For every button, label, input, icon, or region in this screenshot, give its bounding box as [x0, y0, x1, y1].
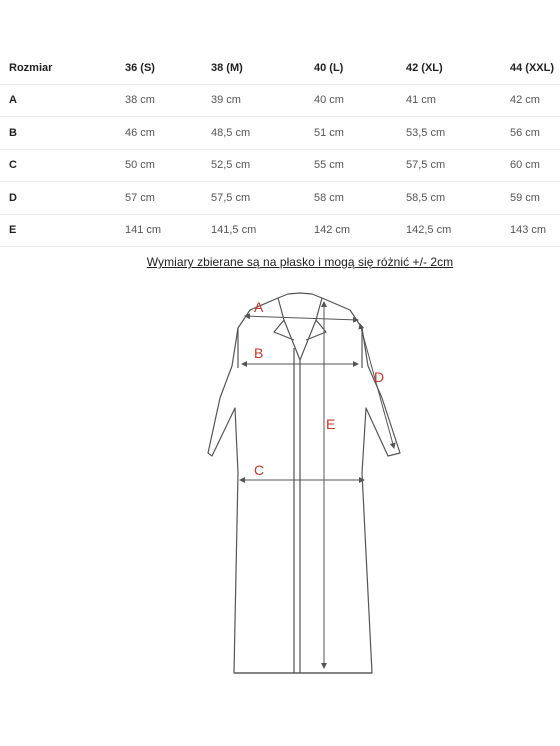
- dress-collar: [278, 293, 322, 360]
- row-label: B: [0, 117, 125, 150]
- row-label: C: [0, 149, 125, 182]
- header-36: 36 (S): [125, 52, 211, 84]
- table-cell: 58 cm: [314, 182, 406, 215]
- header-40: 40 (L): [314, 52, 406, 84]
- table-row: [0, 149, 560, 182]
- header-44: 44 (XXL): [510, 52, 560, 84]
- table-row: [0, 84, 560, 117]
- table-cell: 48,5 cm: [211, 117, 314, 150]
- label-d: D: [374, 369, 385, 385]
- dress-body-outline: [208, 298, 400, 673]
- table-cell: 39 cm: [211, 84, 314, 117]
- label-b: B: [254, 345, 264, 361]
- row-label: A: [0, 84, 125, 117]
- table-cell: 57,5 cm: [406, 149, 510, 182]
- table-cell: 142 cm: [314, 214, 406, 247]
- table-cell: 53,5 cm: [406, 117, 510, 150]
- table-row: [0, 214, 560, 247]
- table-cell: 50 cm: [125, 149, 211, 182]
- table-cell: 141,5 cm: [211, 214, 314, 247]
- label-a: A: [254, 299, 264, 315]
- table-cell: 57 cm: [125, 182, 211, 215]
- row-label: D: [0, 182, 125, 215]
- table-header-row: [0, 52, 560, 84]
- table-cell: 60 cm: [510, 149, 560, 182]
- table-cell: 58,5 cm: [406, 182, 510, 215]
- dress-outline: [208, 293, 400, 673]
- measurement-labels: [254, 299, 384, 478]
- header-size: Rozmiar: [0, 52, 125, 84]
- table-cell: 142,5 cm: [406, 214, 510, 247]
- dress-measurement-diagram: [190, 288, 420, 688]
- label-c: C: [254, 462, 265, 478]
- label-e: E: [326, 416, 336, 432]
- header-38: 38 (M): [211, 52, 314, 84]
- table-cell: 46 cm: [125, 117, 211, 150]
- table-row: [0, 182, 560, 215]
- table-cell: 141 cm: [125, 214, 211, 247]
- table-cell: 40 cm: [314, 84, 406, 117]
- measure-a-line: [245, 316, 358, 320]
- measurement-note: Wymiary zbierane są na płasko i mogą się różnić +/- 2cm: [146, 255, 454, 269]
- table-cell: 59 cm: [510, 182, 560, 215]
- table-cell: 52,5 cm: [211, 149, 314, 182]
- table-cell: 38 cm: [125, 84, 211, 117]
- table-cell: 42 cm: [510, 84, 560, 117]
- table-cell: 55 cm: [314, 149, 406, 182]
- table-cell: 41 cm: [406, 84, 510, 117]
- table-cell: 143 cm: [510, 214, 560, 247]
- table-cell: 51 cm: [314, 117, 406, 150]
- size-chart-table: [0, 52, 560, 247]
- header-42: 42 (XL): [406, 52, 510, 84]
- table-row: [0, 117, 560, 150]
- table-cell: 56 cm: [510, 117, 560, 150]
- row-label: E: [0, 214, 125, 247]
- table-cell: 57,5 cm: [211, 182, 314, 215]
